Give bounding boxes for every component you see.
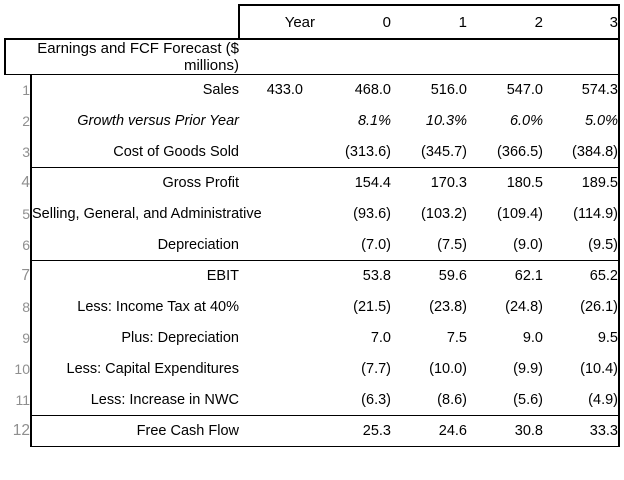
table-row <box>5 106 619 137</box>
title-fill-3 <box>467 39 543 75</box>
row-value: (114.9) <box>543 199 619 230</box>
row-value: 7.5 <box>446 330 467 346</box>
row-value: 33.3 <box>543 416 619 447</box>
row-value: 170.3 <box>430 175 467 192</box>
row-value: (24.8) <box>505 299 543 315</box>
row-value: 65.2 <box>543 261 619 292</box>
row-label: Growth versus Prior Year <box>31 106 239 137</box>
row-number: 6 <box>22 237 30 253</box>
row-value <box>239 323 315 354</box>
table-row <box>5 230 619 261</box>
row-value <box>239 354 315 385</box>
row-value: 24.6 <box>391 416 467 447</box>
table-row <box>5 292 619 323</box>
table-row <box>5 75 619 106</box>
row-value: 189.5 <box>543 168 619 199</box>
row-value: (21.5) <box>353 299 391 315</box>
header-period-0: 0 <box>315 5 391 39</box>
row-value: (10.4) <box>543 354 619 385</box>
row-number: 9 <box>22 330 30 346</box>
row-value: (23.8) <box>429 299 467 315</box>
row-value: 180.5 <box>506 175 543 192</box>
row-number: 7 <box>21 267 30 284</box>
row-number: 1 <box>22 82 30 99</box>
row-value: (9.5) <box>543 230 619 261</box>
row-value: (7.7) <box>361 361 391 377</box>
row-label: Less: Increase in NWC <box>31 385 239 416</box>
row-value: 433.0 <box>266 82 303 99</box>
row-value: 62.1 <box>514 268 543 285</box>
row-value: 468.0 <box>354 82 391 99</box>
table-row <box>5 385 619 416</box>
header-spacer <box>31 5 239 39</box>
row-number: 12 <box>12 422 30 439</box>
row-value: (10.0) <box>429 361 467 377</box>
row-value: (9.9) <box>513 361 543 377</box>
row-value: 574.3 <box>543 75 619 106</box>
row-number: 10 <box>14 361 30 377</box>
row-value: (4.9) <box>543 385 619 416</box>
row-number: 2 <box>22 113 30 129</box>
row-label: Less: Capital Expenditures <box>31 354 239 385</box>
row-value: (103.2) <box>421 206 467 222</box>
row-value: 7.0 <box>370 330 391 346</box>
title-fill-0 <box>239 39 315 75</box>
table-header <box>5 5 619 39</box>
row-value: 25.3 <box>315 416 391 447</box>
table-body <box>5 39 619 447</box>
row-label: Free Cash Flow <box>31 416 239 447</box>
row-value: 154.4 <box>354 175 391 192</box>
table-row <box>5 137 619 168</box>
gutter-corner <box>5 5 31 39</box>
header-period-2: 2 <box>467 5 543 39</box>
section-title-row <box>5 39 619 75</box>
row-value: (7.5) <box>391 230 467 261</box>
row-value: 10.3% <box>425 113 467 129</box>
row-value: 59.6 <box>438 268 467 285</box>
row-value: (5.6) <box>467 385 543 416</box>
row-value: (6.3) <box>315 385 391 416</box>
row-value: (9.0) <box>467 230 543 261</box>
row-value: 53.8 <box>362 268 391 285</box>
table-row <box>5 168 619 199</box>
section-title: Earnings and FCF Forecast ($ millions) <box>5 39 239 75</box>
table-row <box>5 354 619 385</box>
row-value: 547.0 <box>506 82 543 99</box>
row-value <box>239 261 315 292</box>
row-label: EBIT <box>31 261 239 292</box>
row-number: 8 <box>22 299 30 315</box>
header-row <box>5 5 619 39</box>
row-label: Sales <box>31 75 239 106</box>
row-label: Selling, General, and Administrative <box>31 199 239 230</box>
row-value: (366.5) <box>467 137 543 168</box>
table-row <box>5 199 619 230</box>
row-label: Less: Income Tax at 40% <box>31 292 239 323</box>
row-label: Gross Profit <box>31 168 239 199</box>
row-value <box>239 292 315 323</box>
row-value: (384.8) <box>543 137 619 168</box>
row-value: 9.0 <box>522 330 543 346</box>
title-fill-2 <box>391 39 467 75</box>
row-label: Plus: Depreciation <box>31 323 239 354</box>
table-row <box>5 323 619 354</box>
row-value: 8.1% <box>357 113 391 129</box>
row-value <box>239 137 315 168</box>
row-number: 3 <box>22 144 30 160</box>
title-fill-4 <box>543 39 619 75</box>
row-value: (345.7) <box>391 137 467 168</box>
row-value: (7.0) <box>315 230 391 261</box>
row-value: (93.6) <box>353 206 391 222</box>
row-value: 9.5 <box>543 323 619 354</box>
table-row <box>5 416 619 447</box>
row-value: (26.1) <box>543 292 619 323</box>
row-value <box>239 106 315 137</box>
row-value: (313.6) <box>315 137 391 168</box>
row-number: 5 <box>22 206 30 222</box>
row-number: 11 <box>15 392 30 408</box>
row-value <box>239 230 315 261</box>
row-value: 6.0% <box>509 113 543 129</box>
header-period-3: 3 <box>543 5 619 39</box>
row-value: 5.0% <box>543 106 619 137</box>
row-value <box>239 168 315 199</box>
row-label: Depreciation <box>31 230 239 261</box>
header-year-label: Year <box>239 5 315 39</box>
row-value: (109.4) <box>497 206 543 222</box>
row-value: (8.6) <box>391 385 467 416</box>
fcf-forecast-table <box>4 4 620 447</box>
table-row <box>5 261 619 292</box>
row-value <box>239 385 315 416</box>
row-value <box>239 416 315 447</box>
title-fill-1 <box>315 39 391 75</box>
row-number: 4 <box>21 174 30 191</box>
row-label: Cost of Goods Sold <box>31 137 239 168</box>
row-value: 516.0 <box>430 82 467 99</box>
header-period-1: 1 <box>391 5 467 39</box>
row-value: 30.8 <box>467 416 543 447</box>
